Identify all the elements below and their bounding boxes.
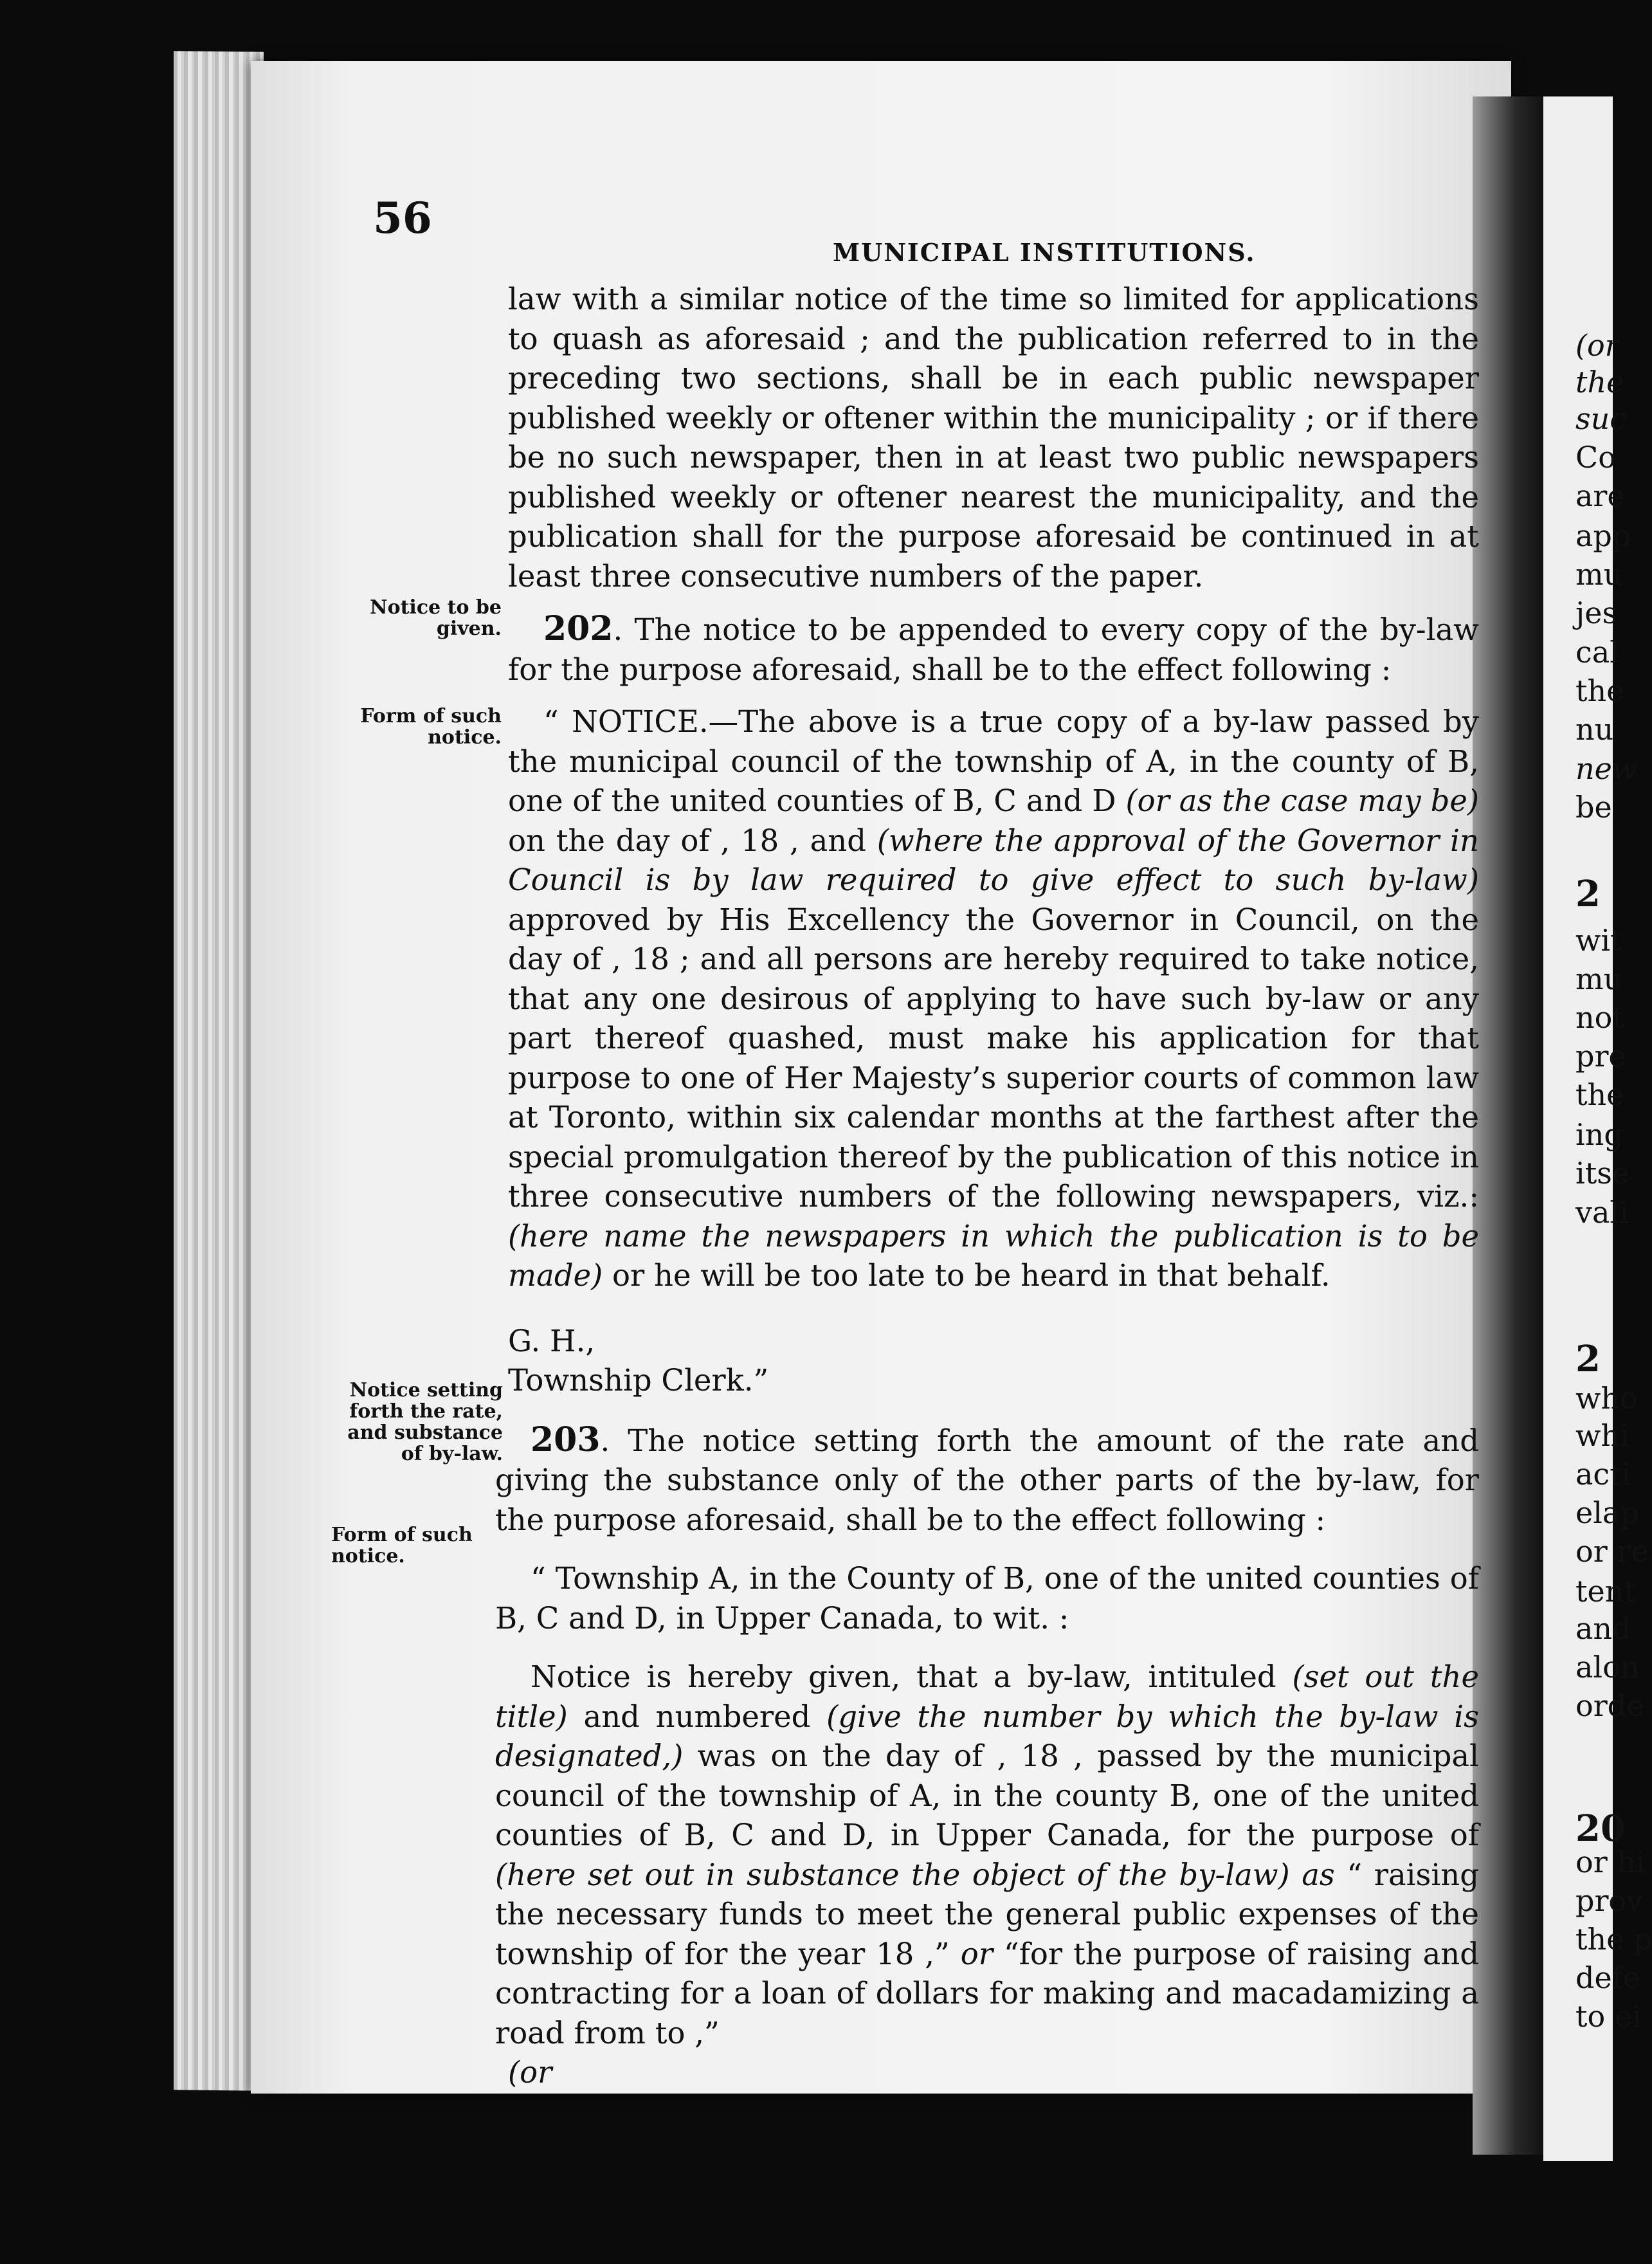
notice2-italic-c: (here set out in substance the object of the by-law) as	[495, 1857, 1335, 1892]
section-number-202: 202	[543, 609, 613, 648]
facing-page-fragment: cal	[1575, 635, 1619, 670]
marginal-note-form-of-notice: Form of such notice.	[360, 705, 502, 749]
facing-page-fragment: defe	[1575, 1960, 1640, 1995]
notice1-italic-c: (here name the newspapers in which the publication is to be made)	[508, 1218, 1479, 1293]
facing-page-fragment: app	[1575, 518, 1631, 553]
facing-page-fragment: wit	[1575, 923, 1622, 958]
signature-name: G. H.,	[508, 1323, 595, 1358]
facing-page-fragment: orde	[1575, 1688, 1644, 1723]
notice-form-2-heading: “ Township A, in the County of B, one of the united counties of B, C and D, in Upper Canada, to wit. :	[495, 1561, 1479, 1636]
facing-page-fragment: (or	[1575, 328, 1619, 363]
notice2-tail: (or	[508, 2055, 552, 2090]
facing-page-fragment: mu	[1575, 557, 1623, 592]
notice2-italic-d: or	[960, 1936, 993, 1971]
facing-page-fragment: jes	[1575, 596, 1618, 630]
facing-page-fragment: elap	[1575, 1495, 1639, 1530]
facing-page-fragment: the	[1575, 1077, 1624, 1112]
facing-page-fragment: ing	[1575, 1117, 1623, 1152]
facing-page-fragment: pre	[1575, 1039, 1626, 1073]
section-202-text: . The notice to be appended to every copy of the by-law for the purpose aforesaid, shall be to the effect following :	[508, 612, 1479, 687]
facing-page-fragment: 2	[1575, 1338, 1601, 1380]
notice2-text-e: “for the purpose of raising and contracting for a loan of dollars for making and macadamizing a road from to ,”	[495, 1936, 1480, 2050]
book-gutter	[1473, 96, 1543, 2155]
facing-page-fragment: 20	[1575, 1807, 1626, 1850]
running-title: MUNICIPAL INSTITUTIONS.	[833, 238, 1256, 267]
notice1-text-c: approved by His Excellency the Governor in Council, on the day of , 18 ; and all persons are hereby required to take notice, that any one desirous of applying to have such by-law or any part thereof quashed, must make his application for that purpose to one of Her Majesty’s superior courts of common law at Toronto, within six calendar months at the farthest after the special promulgation thereof by the publication of this notice in three consecutive numbers of the following newspapers, viz.:	[508, 902, 1479, 1214]
notice1-italic-b: (where the approval of the Governor in Council is by law required to give effect to such by-law)	[508, 823, 1479, 897]
section-number-203: 203	[531, 1420, 601, 1459]
facing-page-fragment: who	[1575, 1381, 1638, 1416]
notice1-text-b: on the day of , 18 , and	[508, 823, 877, 858]
marginal-note-notice-given: Notice to be given.	[370, 596, 502, 640]
facing-page-fragment: the	[1575, 673, 1624, 708]
notice1-italic-a: (or as the case may be)	[1125, 783, 1479, 818]
page-number: 56	[373, 193, 432, 243]
facing-page-fragment: tent	[1575, 1574, 1636, 1609]
continued-fragment	[508, 2053, 1466, 2093]
notice2-text-a: Notice is hereby given, that a by-law, intituled	[531, 1659, 1293, 1694]
facing-page-fragment: and	[1575, 1611, 1631, 1646]
facing-page-fragment: nu	[1575, 712, 1614, 747]
signature-title: Township Clerk.”	[508, 1363, 769, 1398]
facing-page-fragment: alon	[1575, 1650, 1640, 1684]
notice1-text-a: “ NOTICE.—The above is a true copy of a by-law passed by the municipal council of the township of A, in the county of B, one of the united counties of B, C and D	[508, 704, 1479, 818]
notice2-italic-b: (give the number by which the by-law is designated,)	[495, 1699, 1479, 1773]
page-edge-stack	[174, 51, 264, 2090]
facing-page-fragment: the	[1575, 365, 1624, 399]
notice2-text-b: and numbered	[567, 1699, 827, 1734]
facing-page-fragment: suc	[1575, 401, 1626, 436]
facing-page-fragment: itse	[1575, 1156, 1630, 1191]
facing-page-fragment: acti	[1575, 1457, 1631, 1492]
facing-page-fragment: vali	[1575, 1195, 1629, 1230]
facing-page-fragment: be	[1575, 790, 1612, 825]
facing-page-fragment: new	[1575, 751, 1638, 786]
facing-page-fragment: not	[1575, 1000, 1624, 1035]
notice1-text-d: or he will be too late to be heard in that behalf.	[603, 1258, 1330, 1293]
notice-form-1	[508, 702, 1479, 1296]
facing-page-fragment: or re	[1575, 1534, 1649, 1569]
body-text	[495, 280, 1480, 2093]
facing-page-fragment: mu	[1575, 962, 1623, 996]
section-203	[495, 1420, 1479, 1540]
notice2-text-d: “ raising the necessary funds to meet the general public expenses of the township of for the year 18 ,”	[495, 1857, 1479, 1971]
facing-page-fragment: 2	[1575, 873, 1601, 915]
facing-page-fragment: the p	[1575, 1922, 1652, 1957]
facing-page-fragment: prov	[1575, 1883, 1644, 1918]
notice-form-2	[495, 1657, 1479, 2053]
marginal-note-form-of-notice-2: Form of such notice.	[331, 1524, 473, 1567]
notice2-italic-a: (set out the title)	[495, 1659, 1479, 1734]
facing-page-fragment: are	[1575, 479, 1625, 513]
facing-page-fragment: to ei	[1575, 1999, 1642, 2034]
marginal-note-rate-substance: Notice setting forth the rate, and substance of by-law.	[347, 1379, 503, 1465]
section-203-text: . The notice setting forth the amount of the rate and giving the substance only of the other parts of the by-law, for the purpose aforesaid, shall be to the effect following :	[495, 1423, 1479, 1537]
paragraph-continuation: law with a similar notice of the time so limited for applications to quash as aforesaid ; and the publication referred to in the preceding two sections, shall be in each public newspaper published weekly or oftener within the municipality ; or if there be no such newspaper, then in at least two public newspapers published weekly or oftener nearest the municipality, and the publication shall for the purpose aforesaid be continued in at least three consecutive numbers of the paper.	[508, 282, 1479, 594]
facing-page-fragment: Co	[1575, 440, 1616, 475]
facing-page-fragment: whi	[1575, 1418, 1629, 1453]
section-202	[508, 609, 1479, 689]
facing-page-fragment: or hi	[1575, 1845, 1646, 1879]
notice2-text-c: was on the day of , 18 , passed by the municipal council of the township of A, in the county B, one of the united counties of B, C and D, in Upper Canada, for the purpose of	[495, 1739, 1479, 1852]
